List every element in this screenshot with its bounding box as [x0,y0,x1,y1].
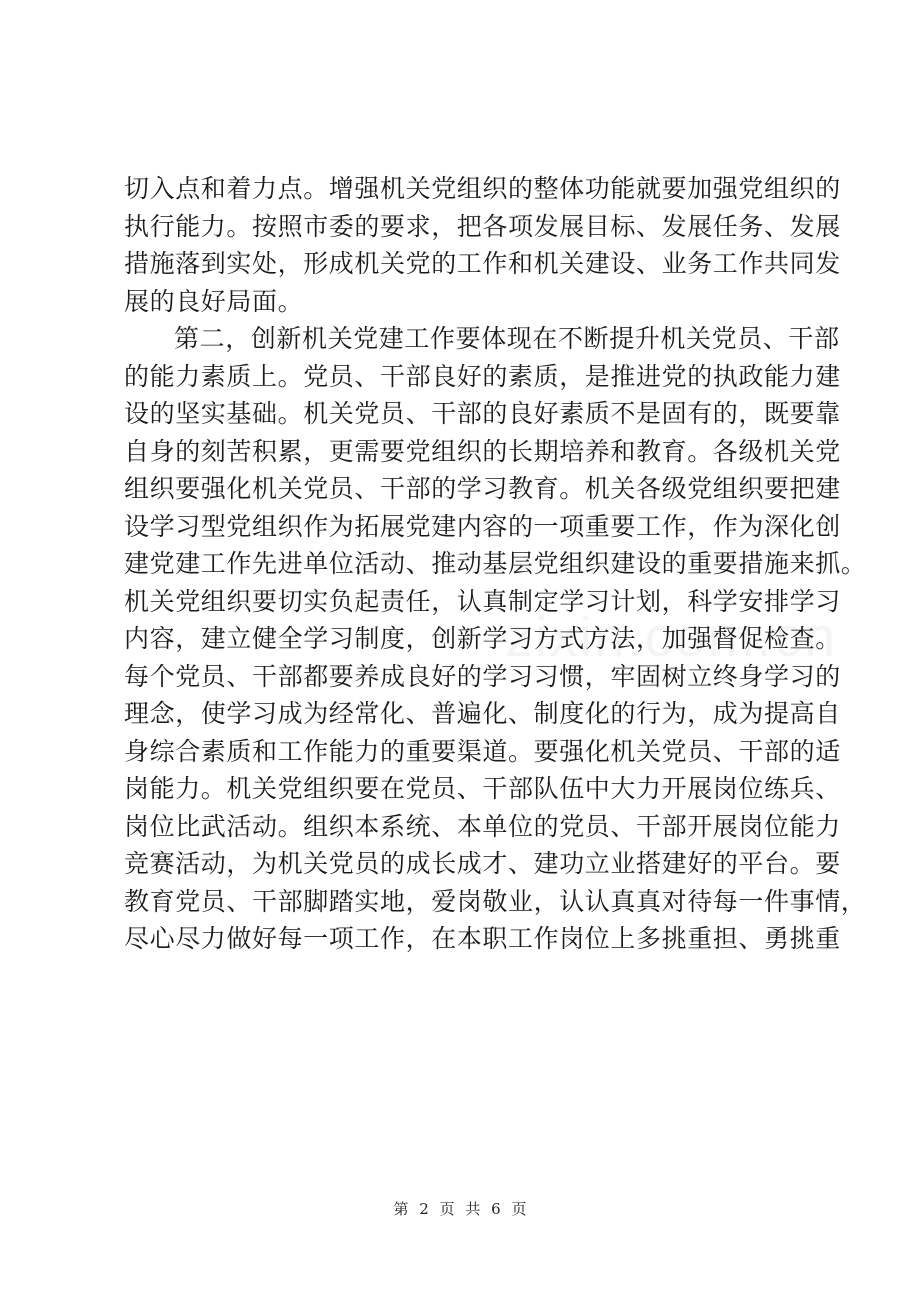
text-line: 组织要强化机关党员、干部的学习教育。机关各级党组织要把建 [124,474,841,503]
text-line: 尽心尽力做好每一项工作，在本职工作岗位上多挑重担、勇挑重 [124,924,841,953]
text-line: 岗位比武活动。组织本系统、本单位的党员、干部开展岗位能力 [124,811,841,841]
text-line: 执行能力。按照市委的要求，把各项发展目标、发展任务、发展 [124,211,841,241]
text-line: 机关党组织要切实负起责任，认真制定学习计划，科学安排学习 [124,586,841,616]
text-line: 竞赛活动，为机关党员的成长成才、建功立业搭建好的平台。要 [124,849,841,878]
text-line: 切入点和着力点。增强机关党组织的整体功能就要加强党组织的 [124,174,841,203]
text-line: 内容，建立健全学习制度，创新学习方式方法，加强督促检查。 [124,624,841,653]
text-line: 身综合素质和工作能力的重要渠道。要强化机关党员、干部的适 [124,736,841,766]
text-line: 展的良好局面。 [124,286,304,316]
text-line: 的能力素质上。党员、干部良好的素质，是推进党的执政能力建 [124,361,841,391]
text-line: 措施落到实处，形成机关党的工作和机关建设、业务工作共同发 [124,249,841,278]
text-line: 设学习型党组织作为拓展党建内容的一项重要工作，作为深化创 [124,511,841,541]
text-line: 建党建工作先进单位活动、推动基层党组织建设的重要措施来抓。 [124,549,867,578]
text-line: 岗能力。机关党组织要在党员、干部队伍中大力开展岗位练兵、 [124,774,841,803]
page-footer: 第 2 页 共 6 页 [393,1200,527,1218]
text-line: 自身的刻苦积累，更需要党组织的长期培养和教育。各级机关党 [124,436,841,466]
text-line: 第二，创新机关党建工作要体现在不断提升机关党员、干部 [174,324,840,353]
text-line: 每个党员、干部都要养成良好的学习习惯，牢固树立终身学习的 [124,661,841,691]
text-line: 理念，使学习成为经常化、普遍化、制度化的行为，成为提高自 [124,699,841,728]
body-text [124,170,867,958]
text-line: 设的坚实基础。机关党员、干部的良好素质不是固有的，既要靠 [124,399,841,428]
text-line: 教育党员、干部脚踏实地，爱岗敬业，认认真真对待每一件事情， [124,886,867,916]
